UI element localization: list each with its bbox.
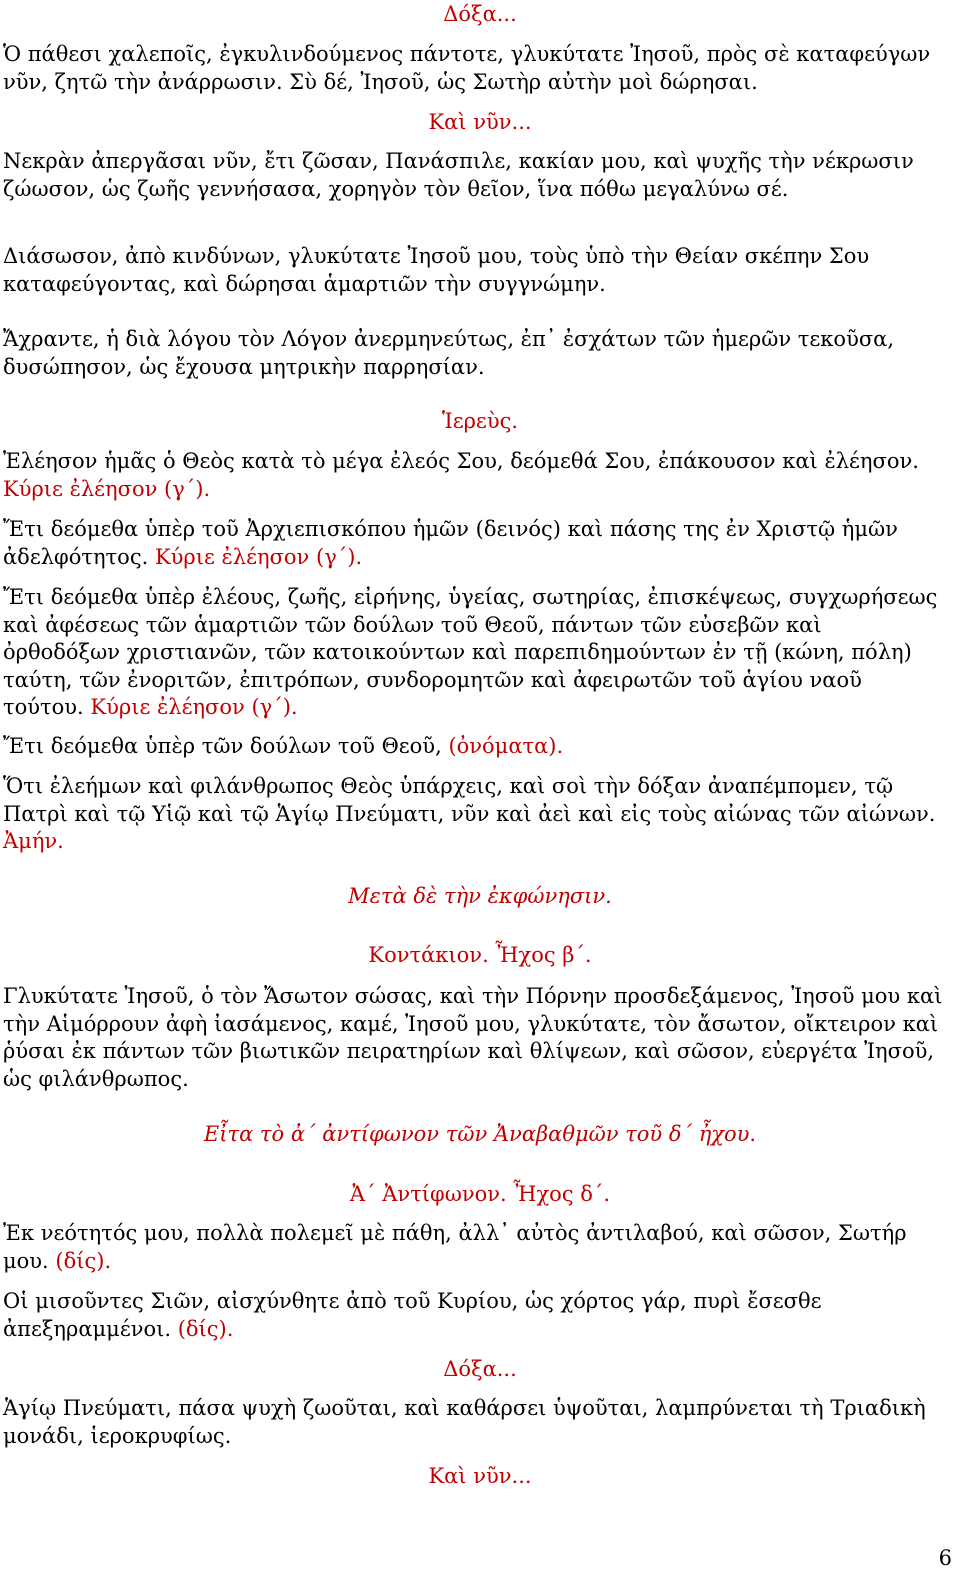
ektenia-petition-2 <box>3 516 943 571</box>
antiphon-heading: Ἀ΄ Ἀντίφωνον. Ἦχος δ΄. <box>349 1182 611 1206</box>
kai-nyn-rubric: Καὶ νῦν... <box>428 110 532 134</box>
dis-rubric: (δίς). <box>177 1316 234 1341</box>
amin-response: Ἀμήν. <box>3 829 64 853</box>
verse-text: Ἐκ νεότητός μου, πολλὰ πολεμεῖ μὲ πάθη, ἀλλ᾽ αὐτὸς ἀντιλαβού, καὶ σῶσον, Σωτήρ μου. <box>3 1221 907 1273</box>
kai-nyn-rubric-2: Καὶ νῦν... <box>428 1464 532 1488</box>
kyrie-response: Κύριε ἐλέησον (γ΄). <box>3 476 211 501</box>
doxa-rubric: Δόξα... <box>443 2 517 26</box>
ekphonesis <box>3 773 943 856</box>
antiphon-verse-3: Ἁγίῳ Πνεύματι, πάσα ψυχὴ ζωοῦται, καὶ καθάρσει ὑψοῦται, λαμπρύνεται τὴ Τριαδικὴ μονάδι, ἱεροκρυφίως. <box>3 1396 926 1448</box>
troparion-1: Ὁ πάθεσι χαλεποῖς, ἐγκυλινδούμενος πάντοτε, γλυκύτατε Ἰησοῦ, πρὸς σὲ καταφεύγων νῦν, ζητῶ τὴν ἀνάρρωσιν. Σὺ δέ, Ἰησοῦ, ὡς Σωτὴρ αὐτὴν μοὶ δώρησαι. <box>3 42 931 94</box>
kyrie-response: Κύριε ἐλέησον (γ΄). <box>90 695 298 719</box>
kyrie-response: Κύριε ἐλέησον (γ΄). <box>154 544 363 569</box>
meta-ekphonesin-rubric: Μετὰ δὲ τὴν ἐκφώνησιν. <box>348 884 612 908</box>
troparion-2: Διάσωσον, ἀπὸ κινδύνων, γλυκύτατε Ἰησοῦ μου, τοὺς ὑπὸ τὴν Θείαν σκέπην Σου καταφεύγοντας, καὶ δώρησαι ἁμαρτιῶν τὴν συγγνώμην. <box>3 244 870 296</box>
doxa-rubric-2: Δόξα... <box>443 1357 517 1381</box>
kontakion-text: Γλυκύτατε Ἰησοῦ, ὁ τὸν Ἄσωτον σώσας, καὶ τὴν Πόρνην προσδεξάμενος, Ἰησοῦ μου καὶ τὴν Αἱμόρρουν ἀφὴ ἰασάμενος, καμέ, Ἰησοῦ μου, γλυκύτατε, τὸν ἄσωτον, οἴκτειρον καὶ ῥύσαι ἐκ πάντων τῶν βιωτικῶν πειρατηρίων καὶ θλίψεων, καὶ σῶσον, εὐεργέτα Ἰησοῦ, ὡς φιλάνθρωπος. <box>3 984 943 1091</box>
theotokion-1: Νεκρὰν ἀπεργᾶσαι νῦν, ἔτι ζῶσαν, Πανάσπιλε, κακίαν μου, καὶ ψυχῆς τὴν νέκρωσιν ζώωσον, ὡς ζωῆς γεννήσασα, χορηγὸν τὸν θεῖον, ἵνα πόθω μεγαλύνω σέ. <box>3 149 914 201</box>
antiphon-verse-1 <box>3 1220 943 1275</box>
names-rubric: (ὀνόματα). <box>448 734 564 758</box>
troparion-3: Ἄχραντε, ἡ διὰ λόγου τὸν Λόγον ἀνερμηνεύτως, ἐπ᾽ ἐσχάτων τῶν ἡμερῶν τεκοῦσα, δυσώπησον, ὡς ἔχουσα μητρικὴν παρρησίαν. <box>3 327 895 379</box>
ektenia-petition-4 <box>3 733 943 761</box>
petition-text: Ἐλέησον ἡμᾶς ὁ Θεὸς κατὰ τὸ μέγα ἐλεός Σου, δεόμεθά Σου, ἐπάκουσον καὶ ἐλέησον. <box>3 449 919 473</box>
petition-text: Ἔτι δεόμεθα ὑπὲρ τοῦ Ἀρχιεπισκόπου ἡμῶν (δεινός) καὶ πάσης της ἐν Χριστῷ ἡμῶν ἀδελφότητος. <box>3 517 898 569</box>
antiphon-verse-2 <box>3 1288 943 1343</box>
hiereus-rubric: Ἱερεὺς. <box>441 409 519 433</box>
kontakion-heading: Κοντάκιον. Ἦχος β΄. <box>368 943 592 967</box>
antiphon-rubric: Εἶτα τὸ ἀ΄ ἀντίφωνον τῶν Ἀναβαθμῶν τοῦ δ΄ ἦχου. <box>203 1122 757 1146</box>
page-number: 6 <box>938 1546 952 1570</box>
petition-text: Ἔτι δεόμεθα ὑπὲρ τῶν δούλων τοῦ Θεοῦ, <box>3 734 442 758</box>
ektenia-petition-1 <box>3 448 943 503</box>
ektenia-petition-3 <box>3 584 943 722</box>
dis-rubric: (δίς). <box>55 1248 112 1273</box>
petition-text: Ἔτι δεόμεθα ὑπὲρ ἐλέους, ζωῆς, εἰρήνης, ὑγείας, σωτηρίας, ἐπισκέψεως, συγχωρήσεως καὶ ἀφέσεως τῶν ἁμαρτιῶν τῶν δούλων τοῦ Θεοῦ, πάντων τῶν εὐσεβῶν καὶ ὀρθοδόξων χριστιανῶν, τῶν κατοικούντων καὶ παρεπιδημούντων ἐν τῇ (κώνη, πόλη) ταύτη, τῶν ἐνοριτῶν, ἐπιτρόπων, συνδορομητῶν καὶ ἀφειρωτῶν τοῦ ἁγίου ναοῦ τούτου. <box>3 585 938 719</box>
verse-text: Οἱ μισοῦντες Σιῶν, αἰσχύνθητε ἀπὸ τοῦ Κυρίου, ὡς χόρτος γάρ, πυρὶ ἔσεσθε ἀπεξηραμμένοι. <box>3 1289 822 1341</box>
ekphonesis-text: Ὅτι ἐλεήμων καὶ φιλάνθρωπος Θεὸς ὑπάρχεις, καὶ σοὶ τὴν δόξαν ἀναπέμπομεν, τῷ Πατρὶ καὶ τῷ Υἱῷ καὶ τῷ Ἁγίῳ Πνεύματι, νῦν καὶ ἀεὶ καὶ εἰς τοὺς αἰώνας τῶν αἰώνων. <box>3 774 936 826</box>
